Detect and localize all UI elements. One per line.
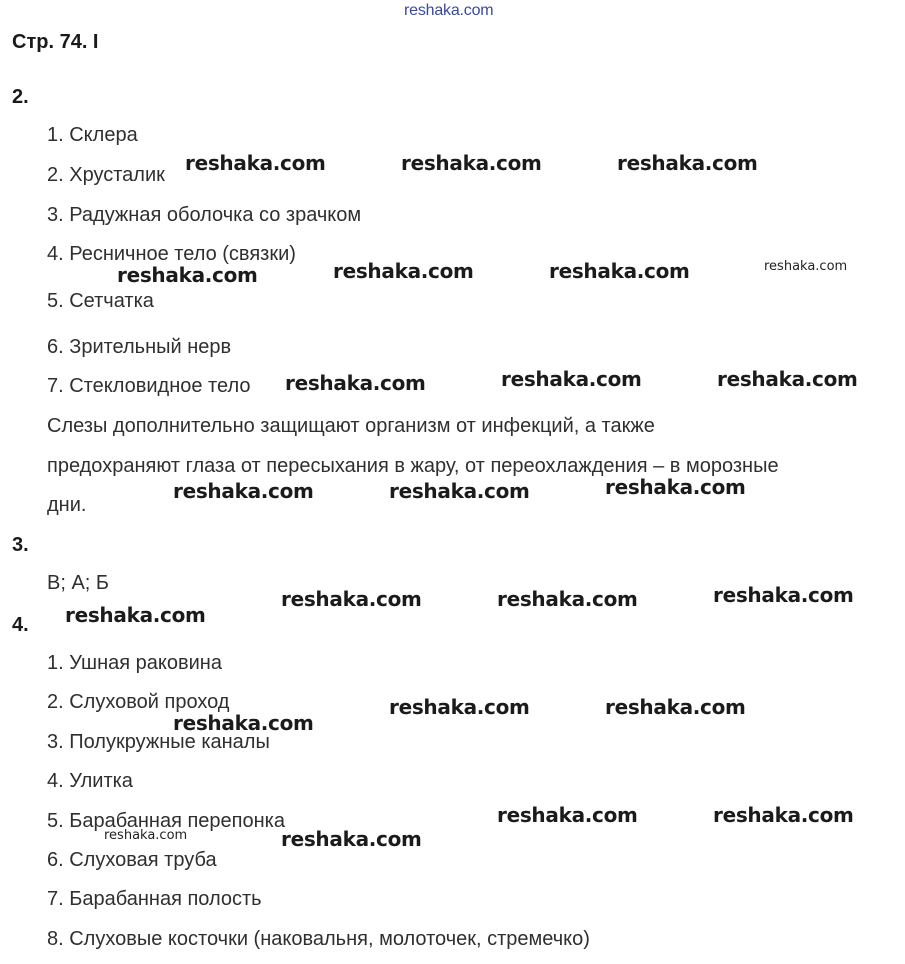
page-title: Стр. 74. I [12,31,99,53]
list-item: 2. Слуховой проход [47,691,230,713]
watermark: reshaka.com [764,259,848,274]
list-item: 7. Барабанная полость [47,888,262,910]
list-item: 1. Ушная раковина [47,652,222,674]
list-item: 3. Радужная оболочка со зрачком [47,204,362,226]
watermark: reshaka.com [713,803,854,827]
watermark: reshaka.com [605,475,746,499]
watermark: reshaka.com [497,803,638,827]
watermark: reshaka.com [185,151,326,175]
watermark: reshaka.com [285,371,426,395]
watermark: reshaka.com [401,151,542,175]
watermark: reshaka.com [333,259,474,283]
list-item: 6. Слуховая труба [47,849,217,871]
top-watermark: reshaka.com [404,2,494,19]
watermark: reshaka.com [389,479,530,503]
answer-text: В; А; Б [47,572,110,594]
list-item: 4. Ресничное тело (связки) [47,243,296,265]
watermark: reshaka.com [605,695,746,719]
list-item: 2. Хрусталик [47,164,165,186]
paragraph-line: дни. [47,494,87,516]
list-item: 8. Слуховые косточки (наковальня, молоточек, стремечко) [47,928,590,950]
list-item: 7. Стекловидное тело [47,375,251,397]
list-item: 6. Зрительный нерв [47,336,232,358]
list-item: 5. Сетчатка [47,290,154,312]
watermark: reshaka.com [549,259,690,283]
section-2-heading: 2. [12,86,29,108]
list-item: 3. Полукружные каналы [47,731,270,753]
watermark: reshaka.com [281,587,422,611]
watermark: reshaka.com [501,367,642,391]
watermark: reshaka.com [281,827,422,851]
watermark: reshaka.com [389,695,530,719]
watermark: reshaka.com [717,367,858,391]
watermark: reshaka.com [617,151,758,175]
paragraph-line: предохраняют глаза от пересыхания в жару, от переохлаждения – в морозные [47,455,779,477]
paragraph-line: Слезы дополнительно защищают организм от инфекций, а также [47,415,655,437]
list-item: 4. Улитка [47,770,133,792]
section-4-heading: 4. [12,614,29,636]
list-item: 1. Склера [47,124,138,146]
watermark: reshaka.com [173,479,314,503]
watermark: reshaka.com [117,263,258,287]
watermark: reshaka.com [497,587,638,611]
list-item: 5. Барабанная перепонка [47,810,285,832]
watermark: reshaka.com [104,828,188,843]
section-3-heading: 3. [12,534,29,556]
watermark: reshaka.com [173,711,314,735]
watermark: reshaka.com [713,583,854,607]
watermark: reshaka.com [65,603,206,627]
